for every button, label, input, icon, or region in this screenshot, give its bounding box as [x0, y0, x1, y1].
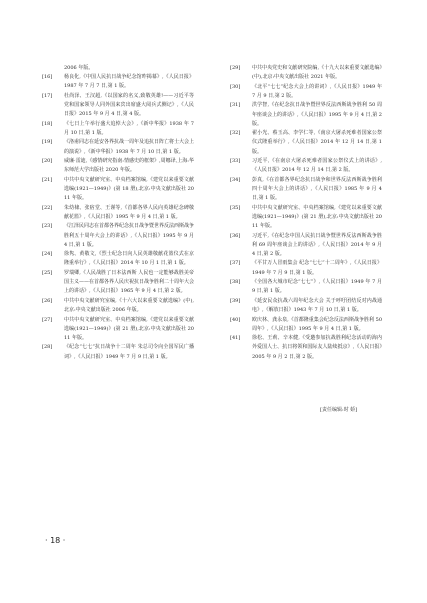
- reference-item: [42, 73, 194, 91]
- reference-item: [230, 297, 382, 315]
- reference-text: 罗瑞卿,《人民战胜了日本法西斯 人民也一定能够战胜美帝国主义——在首都各界人民庆祝抗日战争胜利二十周年大会上的讲话》,《人民日报》1965 年 9 月 4 日,第 2 版。: [64, 269, 195, 295]
- reference-text: 威廉·雷迪,《感情研究指南:情感史的框架》,周娜译,上海:华东师范大学出版社 2020 年版。: [64, 158, 194, 174]
- editor-credit: [责任编辑:时 娇]: [320, 407, 358, 413]
- reference-item: [230, 204, 382, 231]
- reference-number: [22]: [42, 204, 53, 211]
- reference-number: [41]: [230, 335, 241, 342]
- reference-item: [42, 92, 194, 119]
- reference-number: [40]: [230, 316, 241, 323]
- reference-item: [42, 138, 194, 156]
- reference-text: 中共中央文献研究室、中央档案馆编,《建党以来重要文献选编(1921—1949)》(第 21 册),北京:中央文献出版社 2011 年版。: [252, 204, 382, 229]
- reference-item: [230, 157, 382, 175]
- reference-number: [32]: [230, 130, 241, 137]
- reference-number: [16]: [42, 74, 53, 81]
- reference-number: [18]: [42, 120, 53, 127]
- reference-number: [39]: [230, 297, 241, 304]
- page-number: · 18 ·: [45, 536, 66, 545]
- reference-item: [42, 250, 194, 268]
- reference-number: [28]: [42, 344, 53, 351]
- reference-column-left: [42, 64, 194, 362]
- reference-column-right: [230, 64, 382, 362]
- reference-number: [23]: [42, 223, 53, 230]
- reference-text: 《延安民众抗战六周年纪念大会 关于呼吁团结反对内战通电》,《解放日报》1943 年 7 月 10 日,第 1 版。: [252, 297, 382, 313]
- reference-item: [42, 316, 194, 343]
- reference-text: 习近平,《在南京大屠杀死难者国家公祭仪式上的讲话》,《人民日报》2014 年 12 月 14 日,第 2 版。: [252, 158, 382, 174]
- reference-text: 《七日上午举行盛大追悼大会》,《新中华报》1938 年 7 月 10 日,第 1 版。: [64, 120, 194, 136]
- reference-number: [31]: [230, 102, 241, 109]
- reference-text: 《北平“七七”纪念大会上的讲词》,《人民日报》1949 年 7 月 9 日,第 2 版。: [252, 83, 382, 99]
- reference-item: [230, 83, 382, 101]
- reference-text: 朱幼棣、张宿堂、王谨等,《首都各界人民向英雄纪念碑敬献花篮》,《人民日报》1995 年 9 月 4 日,第 1 版。: [64, 204, 194, 220]
- reference-number: [27]: [42, 316, 53, 323]
- reference-item: [230, 232, 382, 259]
- reference-text: 中共中央文献研究室编,《十六大以来重要文献选编》(中),北京:中央文献出版社 2006 年版。: [64, 297, 194, 313]
- reference-number: [38]: [230, 279, 241, 286]
- reference-item: [42, 269, 194, 296]
- reference-text: 中共中央文献研究室、中央档案馆编,《建党以来重要文献选编(1921—1949)》(第 21 册),北京:中央文献出版社 2011 年版。: [64, 316, 194, 341]
- reference-text: 徐隽、黄敬文,《烈士纪念日向人民英雄敬献花篮仪式在京隆重举行》,《人民日报》2014 年 10 月 1 日,第 1 版。: [64, 251, 194, 267]
- reference-item: [230, 129, 382, 156]
- reference-item: [230, 278, 382, 296]
- reference-text: 中共中央党史和文献研究院编,《十九大以来重要文献选编》(中),北京:中央文献出版社 2021 年版。: [252, 65, 382, 81]
- reference-text: 习近平,《在纪念中国人民抗日战争暨世界反法西斯战争胜利 69 周年座谈会上的讲话》,《人民日报》2014 年 9 月 4 日,第 2 版。: [252, 232, 382, 257]
- reference-number: [20]: [42, 158, 53, 165]
- reference-number: [29]: [230, 65, 241, 71]
- reference-number: [36]: [230, 232, 241, 239]
- reference-text: 《全国各大城市纪念“七七”》,《人民日报》1949 年 7 月 9 日,第 1 版。: [252, 279, 382, 295]
- reference-item: [230, 259, 382, 277]
- reference-text: 《洛甫同志在延安各界抗战一周年及追抗日阵亡将士大会上的演说》,《新中华报》1938 年 7 月 10 日,第 1 版。: [64, 139, 195, 155]
- reference-text: 翟小光、蔡玉高、李学仁等,《南京大屠杀死难者国家公祭仪式隆重举行》,《人民日报》2014 年 12 月 14 日,第 1 版。: [252, 130, 382, 155]
- reference-item: [42, 297, 194, 315]
- reference-number: [37]: [230, 260, 241, 267]
- reference-text: 杜尚泽、王汉超,《以国家的名义,致敬英雄!——习近平等党和国家领导人同外国来宾出席盛大阅兵式侧记》,《人民日报》2015 年 9 月 4 日,第 4 版。: [64, 92, 194, 118]
- reference-item: [42, 204, 194, 222]
- reference-item: [42, 157, 194, 175]
- reference-text: 杨良化,《中国人民抗日战争纪念馆昨揭幕》,《人民日报》1987 年 7 月 7 日,第 1 版。: [64, 74, 194, 90]
- reference-item: [42, 120, 194, 138]
- reference-text: 中共中央文献研究室、中央档案馆编,《建党以来重要文献选编(1921—1949)》(第 18 册),北京:中央文献出版社 2011 年版。: [64, 176, 194, 202]
- reference-item: [230, 316, 382, 334]
- reference-text: 《纪念“七七”抗日战争十二周年 朱总司令向全国军民广播词》,《人民日报》1949 年 7 月 9 日,第 1 版。: [64, 344, 194, 360]
- reference-item: [230, 176, 382, 203]
- reference-number: [25]: [42, 269, 53, 276]
- reference-number: [34]: [230, 176, 241, 183]
- reference-text: 欧庆林、龚永泉,《首都隆重集会纪念反法西斯战争胜利 50 周年》,《人民日报》1995 年 9 月 4 日,第 1 版。: [252, 316, 382, 332]
- reference-number: [17]: [42, 92, 53, 99]
- reference-number: [33]: [230, 158, 241, 165]
- reference-text: 徐松、王莉、辛本健,《受邀参加抗战胜利纪念活动的海内外爱国人士、抗日将领和国际友人陆续抵京》,《人民日报》2005 年 9 月 2 日,第 2 版。: [252, 335, 382, 360]
- reference-number: [19]: [42, 139, 53, 146]
- reference-text: 彭真,《在首都各界纪念抗日战争和世界反法西斯战争胜利四十周年大会上的讲话》,《人民日报》1985 年 9 月 4 日,第 1 版。: [252, 176, 382, 202]
- reference-number: [21]: [42, 176, 53, 183]
- reference-number: [26]: [42, 297, 53, 304]
- reference-number: [24]: [42, 251, 53, 258]
- reference-text: 《平甘万人冒雨集会 纪念“七七”十二周年》,《人民日报》1949 年 7 月 9 日,第 1 版。: [252, 260, 382, 276]
- reference-number: [30]: [230, 83, 241, 90]
- reference-item: [230, 101, 382, 128]
- reference-continuation: 2006 年版。: [64, 65, 94, 71]
- reference-item: [42, 222, 194, 249]
- reference-text: 《江泽民同志在首都各界纪念抗日战争暨世界反法西斯战争胜利五十周年大会上的讲话》,《人民日报》1995 年 9 月 4 日,第 1 版。: [64, 223, 195, 248]
- reference-number: [35]: [230, 204, 241, 211]
- reference-item: [230, 334, 382, 361]
- reference-item: [42, 176, 194, 203]
- reference-item: [230, 64, 382, 82]
- reference-item: [42, 343, 194, 361]
- reference-text: 洪学智,《在纪念抗日战争暨世界反法西斯战争胜利 50 周年座谈会上的讲话》,《人民日报》1995 年 9 月 4 日,第 2 版。: [252, 102, 382, 127]
